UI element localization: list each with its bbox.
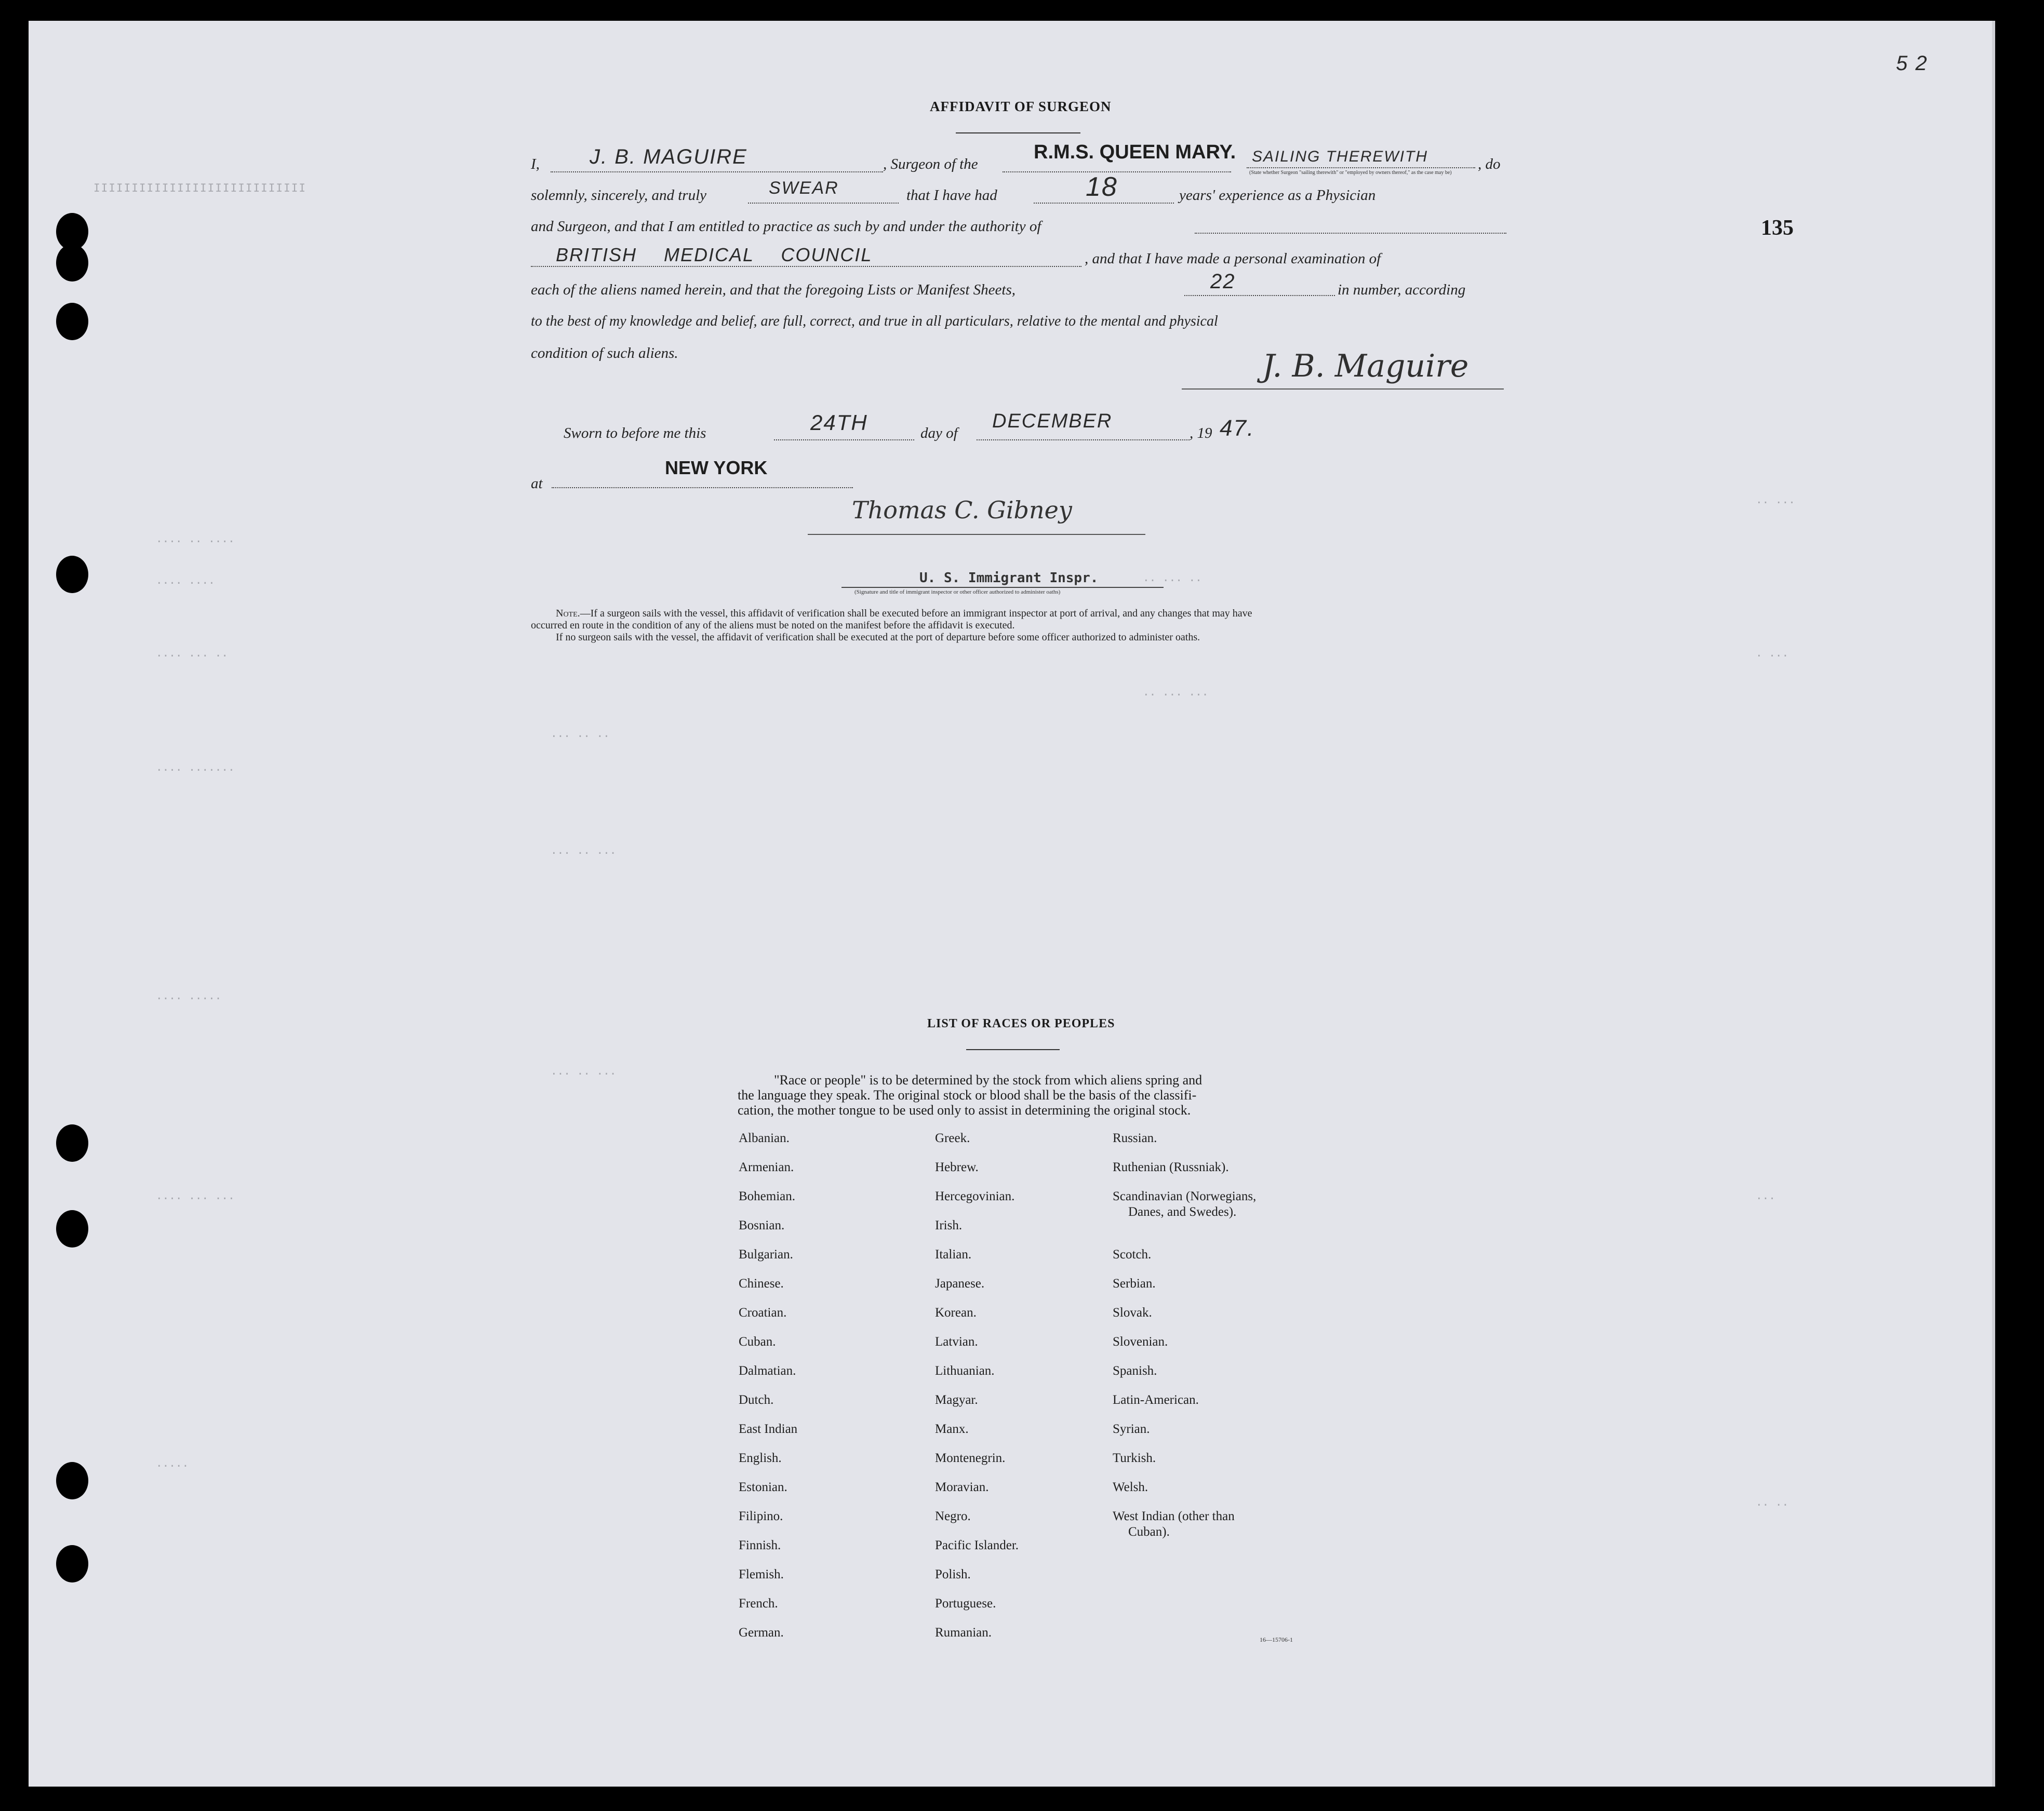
race-item: Estonian. xyxy=(739,1480,787,1494)
punch-hole xyxy=(56,1124,88,1162)
punch-hole xyxy=(56,1462,88,1499)
race-item: Negro. xyxy=(935,1509,971,1523)
race-item: Bosnian. xyxy=(739,1218,785,1232)
race-item: Latvian. xyxy=(935,1335,978,1349)
race-item: Slovak. xyxy=(1113,1306,1152,1320)
fill-line xyxy=(551,171,883,172)
race-item: Bulgarian. xyxy=(739,1247,793,1262)
race-item: Finnish. xyxy=(739,1538,781,1552)
races-intro-2: the language they speak. The original stock or blood shall be the basis of the classifi- xyxy=(738,1088,1197,1103)
race-item: Irish. xyxy=(935,1218,963,1232)
form-code: 16—15706-1 xyxy=(1260,1636,1293,1643)
inspector-note: (Signature and title of immigrant inspector or other officer authorized to administer oaths) xyxy=(854,589,1061,595)
text-surgeon-of: , Surgeon of the xyxy=(883,156,978,172)
races-title-rule xyxy=(966,1049,1060,1050)
race-item: Slovenian. xyxy=(1113,1335,1168,1349)
note-text-1: —If a surgeon sails with the vessel, this affidavit of verification shall be executed before an immigrant inspector at port of arrival, and any changes that may have xyxy=(580,608,1252,619)
text-in-number: in number, according xyxy=(1338,281,1466,298)
race-item: Bohemian. xyxy=(739,1189,796,1203)
race-item: French. xyxy=(739,1597,778,1611)
race-item: Serbian. xyxy=(1113,1277,1156,1291)
text-each-alien: each of the aliens named herein, and that the foregoing Lists or Manifest Sheets, xyxy=(531,281,1016,298)
punch-hole xyxy=(56,303,88,340)
races-intro-1: "Race or people" is to be determined by the stock from which aliens spring and xyxy=(774,1072,1203,1088)
sheets-count: 22 xyxy=(1210,270,1236,293)
sworn-day: 24TH xyxy=(810,410,868,435)
race-item: Moravian. xyxy=(935,1480,989,1494)
race-item: Cuban. xyxy=(739,1335,776,1349)
sworn-month: DECEMBER xyxy=(992,410,1113,432)
inspector-title: U. S. Immigrant Inspr. xyxy=(919,570,1099,586)
punch-hole xyxy=(56,1210,88,1247)
fill-line xyxy=(748,203,899,204)
punch-hole xyxy=(56,244,88,281)
text-i: I, xyxy=(531,156,540,172)
fill-line xyxy=(552,487,853,488)
text-have-had: that I have had xyxy=(906,187,997,204)
race-item-continued: Danes, and Swedes). xyxy=(1128,1205,1237,1219)
race-item: Syrian. xyxy=(1113,1422,1150,1436)
text-day-of: day of xyxy=(920,425,958,441)
text-best-knowledge: to the best of my knowledge and belief, are full, correct, and true in all particulars, relative to the mental and physical xyxy=(531,313,1218,329)
race-item: Polish. xyxy=(935,1567,971,1581)
race-item: Dalmatian. xyxy=(739,1364,796,1378)
note-line-3: If no surgeon sails with the vessel, the affidavit of verification shall be executed at the port of departure before some officer authorized to administer oaths. xyxy=(556,632,1200,643)
licensing-authority: BRITISH MEDICAL COUNCIL xyxy=(556,244,873,265)
race-item: Pacific Islander. xyxy=(935,1538,1019,1552)
race-item: Dutch. xyxy=(739,1393,774,1407)
inspector-signature-line xyxy=(808,534,1145,535)
race-item: Latin-American. xyxy=(1113,1393,1199,1407)
race-item: Filipino. xyxy=(739,1509,783,1523)
signature-line xyxy=(1182,388,1504,390)
race-item: Magyar. xyxy=(935,1393,978,1407)
handwritten-page-number: 5 2 xyxy=(1896,52,1928,75)
text-at: at xyxy=(531,475,543,492)
races-intro-3: cation, the mother tongue to be used only to assist in determining the original stock. xyxy=(738,1103,1191,1118)
race-item: Scotch. xyxy=(1113,1247,1152,1262)
note-line-1 xyxy=(556,608,1252,620)
race-item: Ruthenian (Russniak). xyxy=(1113,1160,1229,1174)
race-item: Montenegrin. xyxy=(935,1451,1006,1465)
race-item: Flemish. xyxy=(739,1567,784,1581)
race-item: East Indian xyxy=(739,1422,798,1436)
text-do: , do xyxy=(1478,156,1501,172)
surgeon-signature: J. B. Maguire xyxy=(1262,348,1469,384)
text-condition: condition of such aliens. xyxy=(531,345,678,361)
text-personal-exam: , and that I have made a personal examination of xyxy=(1085,250,1381,267)
race-item: Japanese. xyxy=(935,1277,985,1291)
text-sworn: Sworn to before me this xyxy=(564,425,706,441)
race-item: Italian. xyxy=(935,1247,972,1262)
text-year-prefix: , 19 xyxy=(1190,425,1212,441)
race-item: Russian. xyxy=(1113,1131,1157,1145)
races-title: LIST OF RACES OR PEOPLES xyxy=(927,1017,1115,1030)
race-item: English. xyxy=(739,1451,782,1465)
race-item: Hebrew. xyxy=(935,1160,979,1174)
surgeon-name: J. B. MAGUIRE xyxy=(590,145,747,168)
affidavit-title: AFFIDAVIT OF SURGEON xyxy=(930,99,1112,114)
years-experience: 18 xyxy=(1086,172,1118,202)
note-label: Note. xyxy=(556,608,580,619)
race-item: Scandinavian (Norwegians, xyxy=(1113,1189,1257,1203)
sailing-status: SAILING THEREWITH xyxy=(1252,148,1428,165)
punch-hole xyxy=(56,1545,88,1582)
fill-line xyxy=(1195,233,1506,234)
race-item: Rumanian. xyxy=(935,1626,992,1640)
fill-line xyxy=(1184,295,1335,296)
race-item: Croatian. xyxy=(739,1306,787,1320)
race-item-continued: Cuban). xyxy=(1128,1525,1170,1539)
fill-line xyxy=(977,439,1190,440)
sworn-place: NEW YORK xyxy=(665,457,768,478)
race-item: Greek. xyxy=(935,1131,970,1145)
race-item: Spanish. xyxy=(1113,1364,1157,1378)
race-item: Chinese. xyxy=(739,1277,784,1291)
race-item: Manx. xyxy=(935,1422,969,1436)
ship-name: R.M.S. QUEEN MARY. xyxy=(1034,141,1236,163)
sheet-number: 135 xyxy=(1761,216,1794,240)
fill-line xyxy=(1034,203,1174,204)
race-item: Welsh. xyxy=(1113,1480,1148,1494)
race-item: Albanian. xyxy=(739,1131,790,1145)
punch-hole xyxy=(56,556,88,593)
fill-line xyxy=(1247,167,1475,168)
race-item: West Indian (other than xyxy=(1113,1509,1235,1523)
race-item: Portuguese. xyxy=(935,1597,996,1611)
race-item: Armenian. xyxy=(739,1160,794,1174)
inspector-title-line xyxy=(841,587,1164,588)
race-item: German. xyxy=(739,1626,784,1640)
race-item: Turkish. xyxy=(1113,1451,1156,1465)
text-years-exp: years' experience as a Physician xyxy=(1179,187,1376,204)
sworn-year: 47. xyxy=(1220,415,1255,441)
race-item: Lithuanian. xyxy=(935,1364,995,1378)
title-rule xyxy=(956,132,1080,133)
sailing-note: (State whether Surgeon "sailing therewith" or "employed by owners thereof," as the case may be) xyxy=(1249,170,1452,176)
fill-line xyxy=(774,439,914,440)
text-and-surgeon: and Surgeon, and that I am entitled to practice as such by and under the authority of xyxy=(531,218,1041,235)
fill-line xyxy=(531,266,1081,267)
race-item: Hercegovinian. xyxy=(935,1189,1015,1203)
race-item: Korean. xyxy=(935,1306,977,1320)
inspector-signature: Thomas C. Gibney xyxy=(852,496,1072,524)
text-solemnly: solemnly, sincerely, and truly xyxy=(531,187,707,204)
oath-word: SWEAR xyxy=(769,178,839,198)
note-line-2: occurred en route in the condition of any of the aliens must be noted on the manifest before the affidavit is executed. xyxy=(531,620,1015,631)
